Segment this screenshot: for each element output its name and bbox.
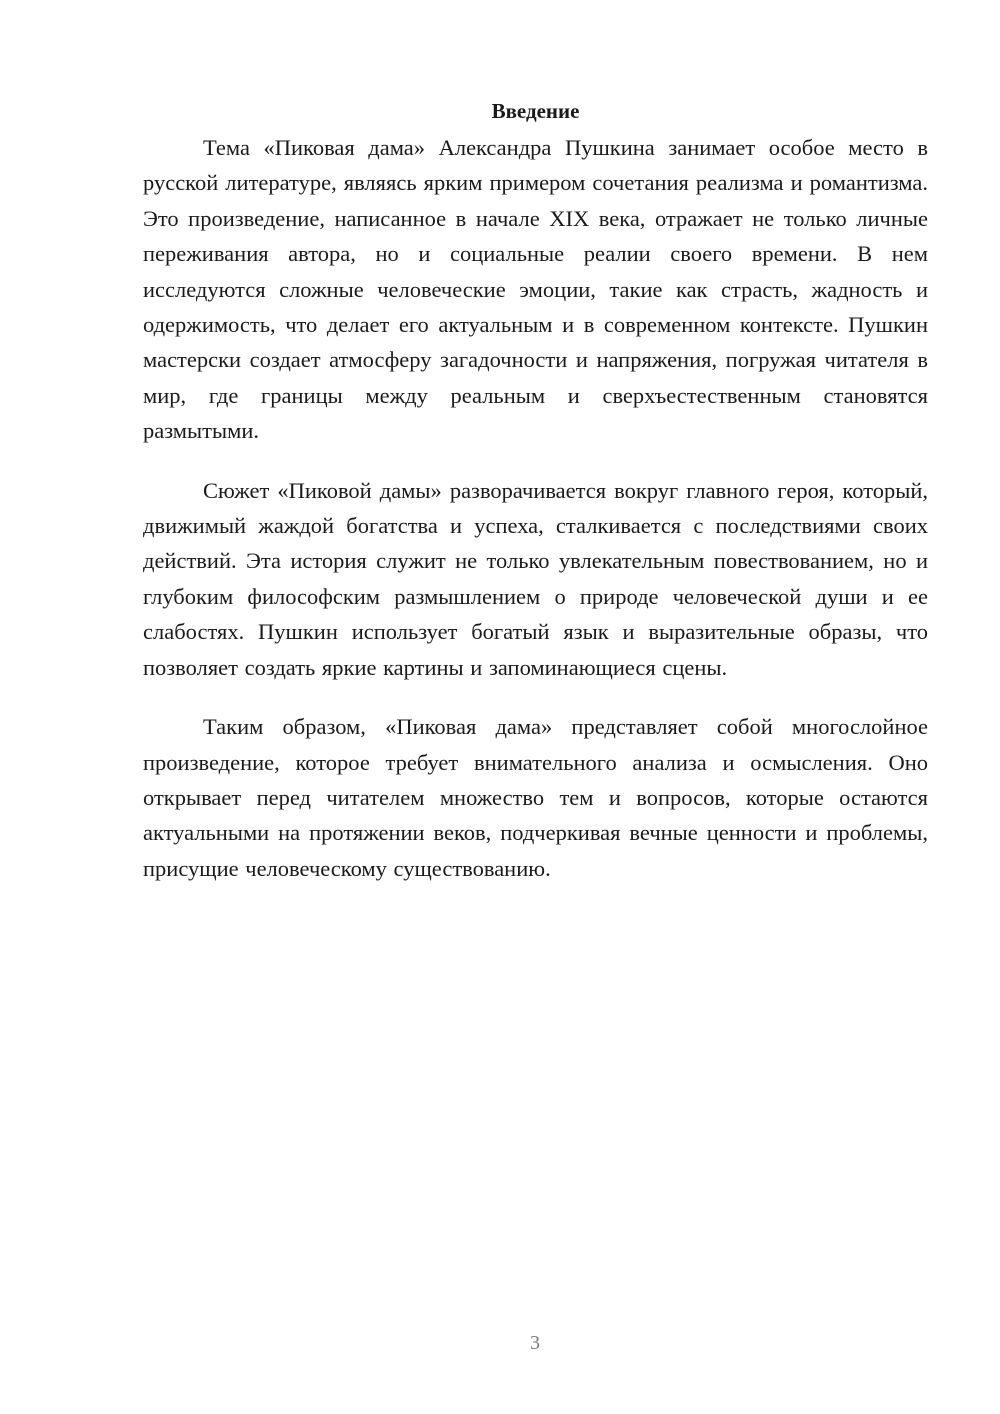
section-heading: Введение bbox=[491, 99, 580, 123]
paragraph-3: Таким образом, «Пиковая дама» представляет собой многослойное произведение, которое требует внимательного анализа и осмысления. Оно открывает перед читателем множество тем и вопросов, которые остаются актуальными на протяжении веков, подчеркивая вечные ценности и проблемы, присущие человеческому существованию. bbox=[143, 714, 928, 881]
paragraph-2: Сюжет «Пиковой дамы» разворачивается вокруг главного героя, который, движимый жаждой богатства и успеха, сталкивается с последствиями своих действий. Эта история служит не только увлекательным повествованием, но и глубоким философским размышлением о природе человеческой души и ее слабостях. Пушкин использует богатый язык и выразительные образы, что позволяет создать яркие картины и запоминающиеся сцены. bbox=[143, 477, 928, 680]
paragraph-1: Тема «Пиковая дама» Александра Пушкина занимает особое место в русской литературе, являясь ярким примером сочетания реализма и романтизма. Это произведение, написанное в начале XIX века, отражает не только личные переживания автора, но и социальные реалии своего времени. В нем исследуются сложные человеческие эмоции, такие как страсть, жадность и одержимость, что делает его актуальным и в современном контексте. Пушкин мастерски создает атмосферу загадочности и напряжения, погружая читателя в мир, где границы между реальным и сверхъестественным становятся размытыми. bbox=[143, 135, 928, 444]
page-content bbox=[143, 96, 928, 910]
page-number: 3 bbox=[530, 1332, 540, 1354]
